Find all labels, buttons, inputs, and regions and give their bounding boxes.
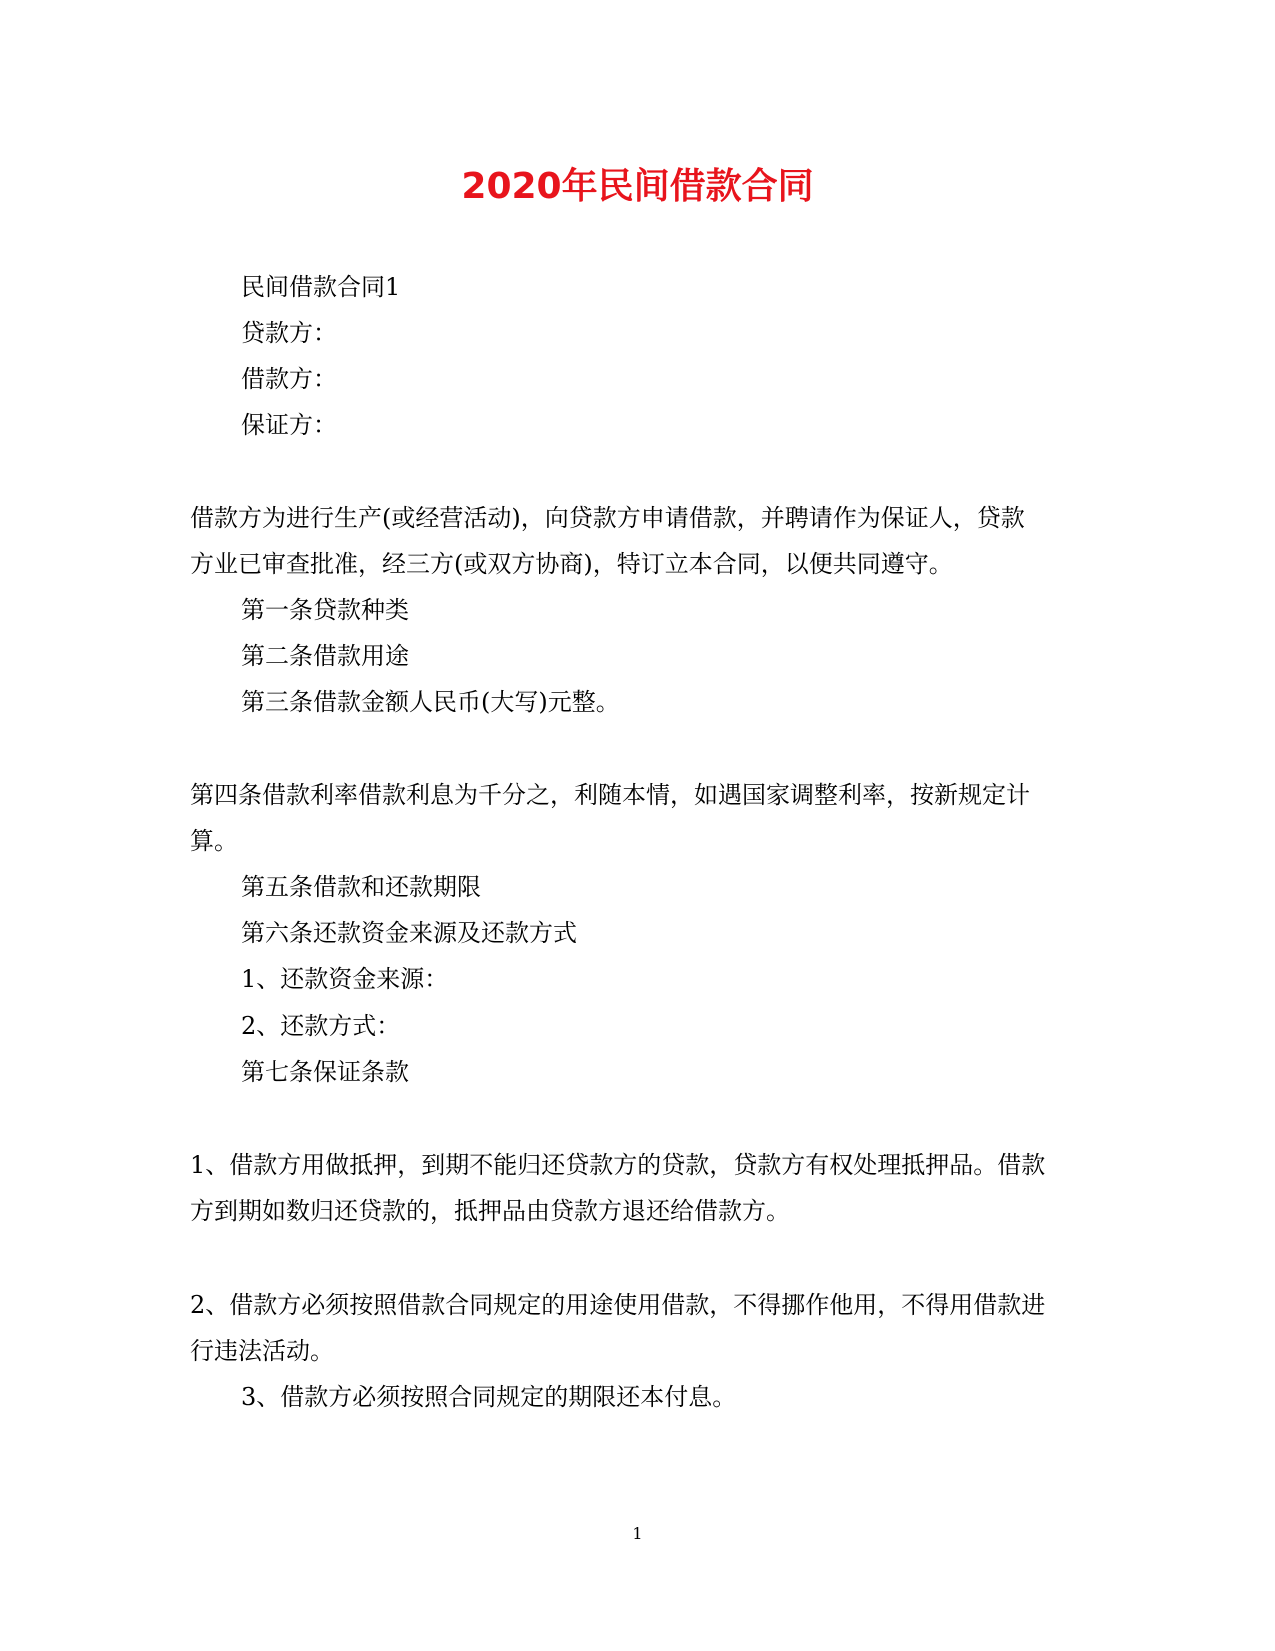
repayment-method: 2、还款方式： [241,1012,401,1040]
contract-heading: 民间借款合同1 [241,273,401,301]
clause-3: 3、借款方必须按照合同规定的期限还本付息。 [241,1383,737,1411]
repayment-source: 1、还款资金来源： [241,965,449,993]
article-4-line-2: 算。 [190,827,238,855]
article-7: 第七条保证条款 [241,1058,409,1086]
article-5: 第五条借款和还款期限 [241,873,481,901]
clause-1-line-1: 1、借款方用做抵押，到期不能归还贷款方的贷款，贷款方有权处理抵押品。借款 [190,1151,1046,1179]
clause-2-line-2: 行违法活动。 [190,1337,334,1365]
article-1: 第一条贷款种类 [241,596,409,624]
article-3: 第三条借款金额人民币(大写)元整。 [241,688,620,716]
page-number: 1 [632,1524,643,1543]
clause-1-line-2: 方到期如数归还贷款的，抵押品由贷款方退还给借款方。 [190,1197,790,1225]
document-title: 2020年民间借款合同 [461,166,814,207]
article-4-line-1: 第四条借款利率借款利息为千分之，利随本情，如遇国家调整利率，按新规定计 [190,781,1030,809]
guarantor-field: 保证方： [241,411,337,439]
preamble-line-1: 借款方为进行生产(或经营活动)，向贷款方申请借款，并聘请作为保证人，贷款 [190,504,1025,532]
article-6: 第六条还款资金来源及还款方式 [241,919,577,947]
preamble-line-2: 方业已审查批准，经三方(或双方协商)，特订立本合同，以便共同遵守。 [190,550,953,578]
lender-field: 贷款方： [241,319,337,347]
clause-2-line-1: 2、借款方必须按照借款合同规定的用途使用借款，不得挪作他用，不得用借款进 [190,1291,1046,1319]
article-2: 第二条借款用途 [241,642,409,670]
borrower-field: 借款方： [241,365,337,393]
